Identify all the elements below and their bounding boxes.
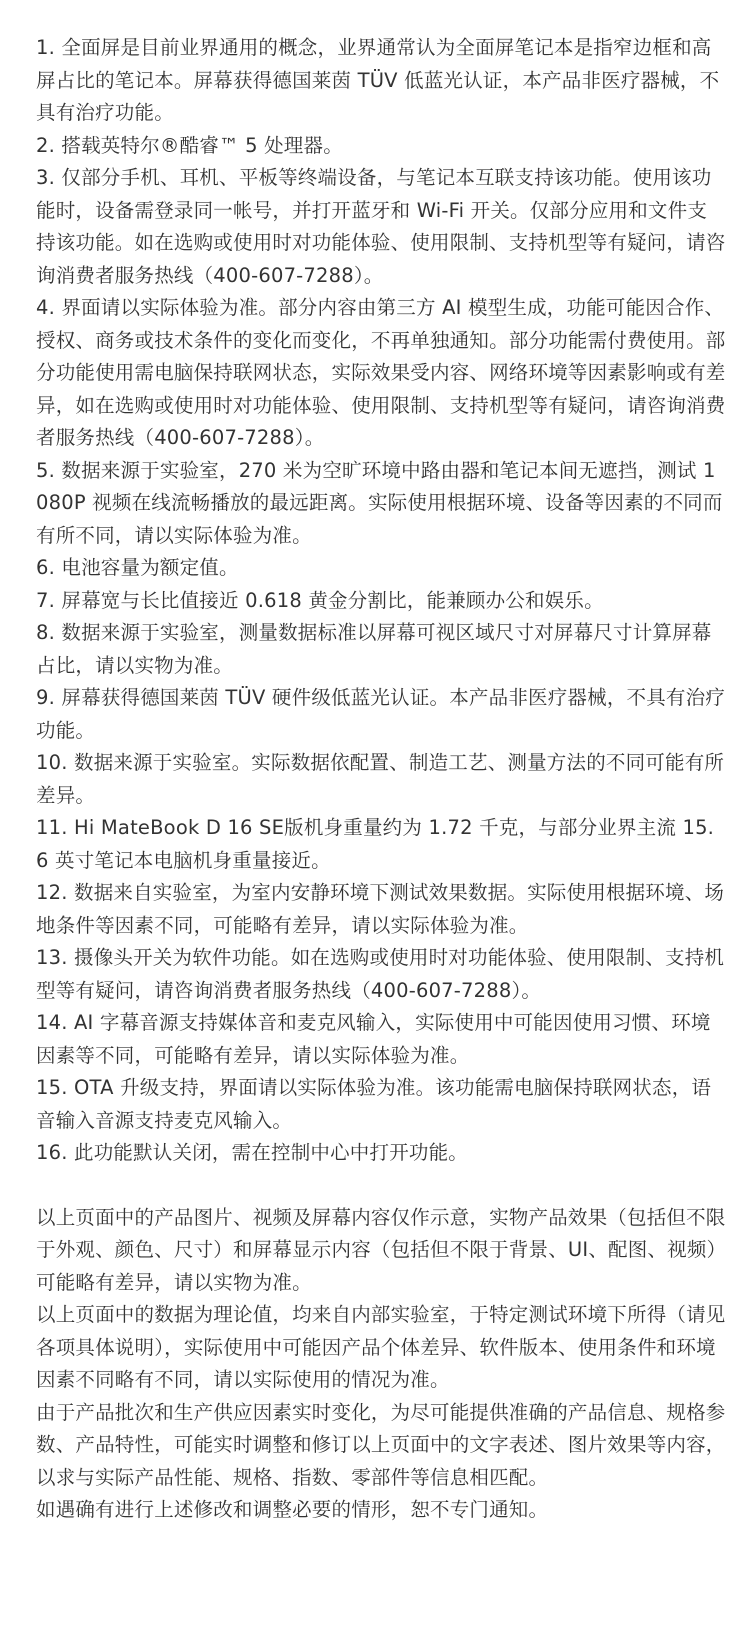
footnote-4: 4. 界面请以实际体验为准。部分内容由第三方 AI 模型生成，功能可能因合作、授权、商务或技术条件的变化而变化，不再单独通知。部分功能需付费使用。部分功能使用需电脑保持联网状态，实际效果受内容、网络环境等因素影响或有差异，如在选购或使用时对功能体验、使用限制、支持机型等有疑问，请咨询消费者服务热线（400-607-7288）。 [36, 296, 726, 449]
footnote-16: 16. 此功能默认关闭，需在控制中心中打开功能。 [36, 1141, 469, 1164]
footnote-12: 12. 数据来自实验室，为室内安静环境下测试效果数据。实际使用根据环境、场地条件等因素不同，可能略有差异，请以实际体验为准。 [36, 881, 725, 937]
footnote-8: 8. 数据来源于实验室，测量数据标准以屏幕可视区域尺寸对屏幕尺寸计算屏幕占比，请以实物为准。 [36, 621, 712, 677]
footnote-14: 14. AI 字幕音源支持媒体音和麦克风输入，实际使用中可能因使用习惯、环境因素等不同，可能略有差异，请以实际体验为准。 [36, 1011, 711, 1067]
disclaimer-paragraph: 以上页面中的数据为理论值，均来自内部实验室，于特定测试环境下所得（请见各项具体说明），实际使用中可能因产品个体差异、软件版本、使用条件和环境因素不同略有不同，请以实际使用的情况为准。 [36, 1303, 726, 1391]
footnote-1: 1. 全面屏是目前业界通用的概念，业界通常认为全面屏笔记本是指窄边框和高屏占比的笔记本。屏幕获得德国莱茵 TÜV 低蓝光认证，本产品非医疗器械，不具有治疗功能。 [36, 36, 720, 124]
disclaimer-block [36, 1202, 726, 1527]
footnote-2: 2. 搭载英特尔®酷睿™ 5 处理器。 [36, 133, 343, 157]
footnote-11: 11. Hi MateBook D 16 SE版机身重量约为 1.72 千克，与部分业界主流 15.6 英寸笔记本电脑机身重量接近。 [36, 816, 715, 872]
footnote-6: 6. 电池容量为额定值。 [36, 556, 239, 579]
footnote-15: 15. OTA 升级支持，界面请以实际体验为准。该功能需电脑保持联网状态，语音输入音源支持麦克风输入。 [36, 1076, 712, 1132]
disclaimer-paragraph: 由于产品批次和生产供应因素实时变化，为尽可能提供准确的产品信息、规格参数、产品特性，可能实时调整和修订以上页面中的文字表述、图片效果等内容，以求与实际产品性能、规格、指数、零部件等信息相匹配。 [36, 1400, 726, 1489]
footnote-5: 5. 数据来源于实验室，270 米为空旷环境中路由器和笔记本间无遮挡，测试 1080P 视频在线流畅播放的最远距离。实际使用根据环境、设备等因素的不同而有所不同，请以实际体验为准。 [36, 458, 723, 547]
disclaimer-paragraph: 如遇确有进行上述修改和调整必要的情形，恕不专门通知。 [36, 1498, 549, 1521]
footnote-13: 13. 摄像头开关为软件功能。如在选购或使用时对功能体验、使用限制、支持机型等有疑问，请咨询消费者服务热线（400-607-7288）。 [36, 946, 725, 1002]
footnote-3: 3. 仅部分手机、耳机、平板等终端设备，与笔记本互联支持该功能。使用该功能时，设备需登录同一帐号，并打开蓝牙和 Wi-Fi 开关。仅部分应用和文件支持该功能。如在选购或使用时对功能体验、使用限制、支持机型等有疑问，请咨询消费者服务热线（400-607-7288）。 [36, 166, 726, 287]
footnote-9: 9. 屏幕获得德国莱茵 TÜV 硬件级低蓝光认证。本产品非医疗器械，不具有治疗功能。 [36, 686, 726, 742]
disclaimer-paragraph: 以上页面中的产品图片、视频及屏幕内容仅作示意，实物产品效果（包括但不限于外观、颜色、尺寸）和屏幕显示内容（包括但不限于背景、UI、配图、视频）可能略有差异，请以实物为准。 [36, 1205, 726, 1294]
footnote-10: 10. 数据来源于实验室。实际数据依配置、制造工艺、测量方法的不同可能有所差异。 [36, 751, 725, 807]
footnote-7: 7. 屏幕宽与长比值接近 0.618 黄金分割比，能兼顾办公和娱乐。 [36, 588, 604, 612]
footnote-list [36, 32, 726, 1170]
